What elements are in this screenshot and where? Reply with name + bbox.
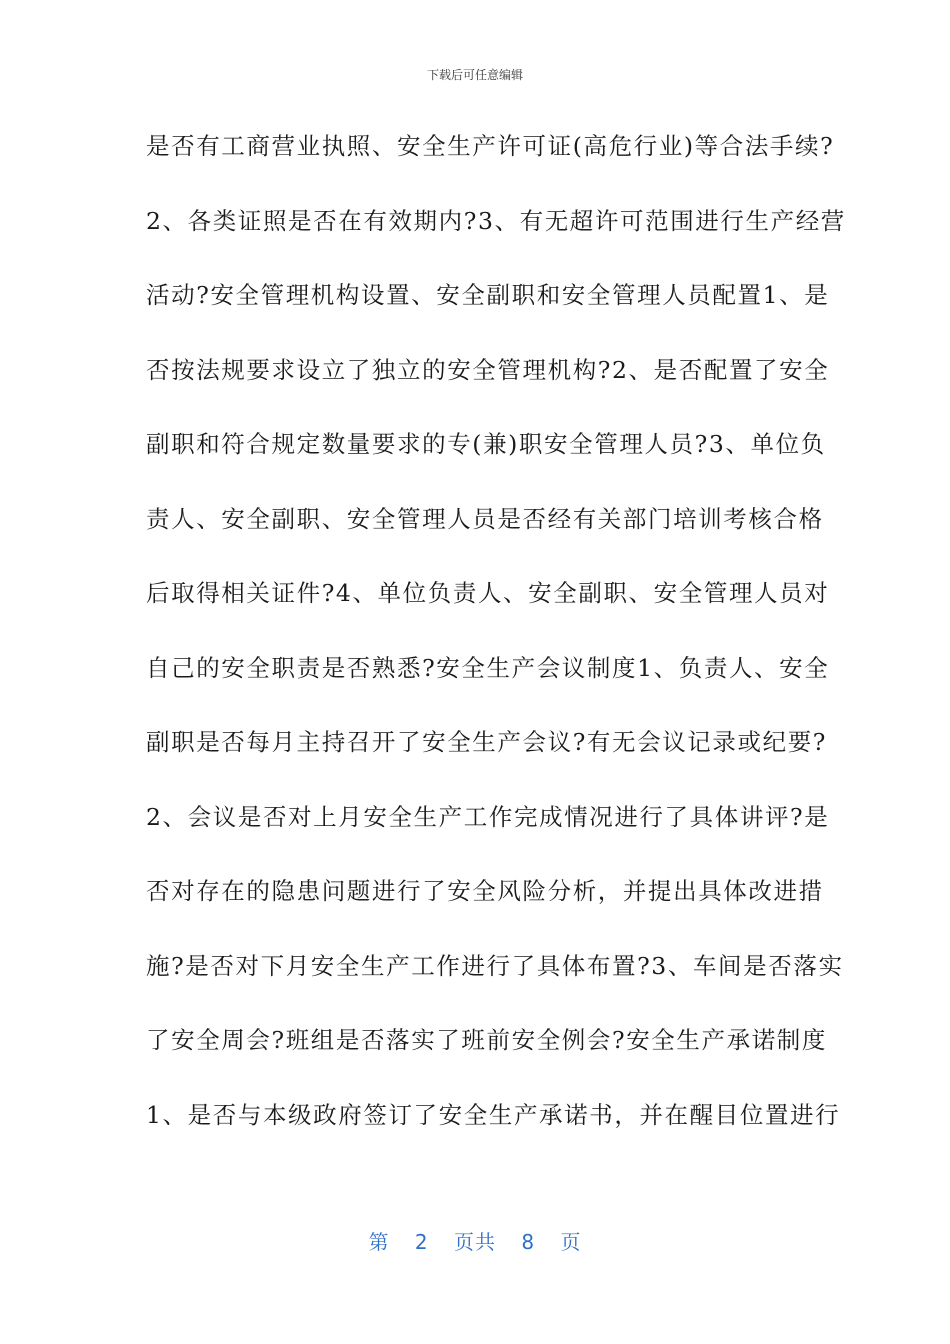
text-line: 活动?安全管理机构设置、安全副职和安全管理人员配置1、是	[146, 281, 830, 309]
text-line: 了安全周会?班组是否落实了班前安全例会?安全生产承诺制度	[146, 1026, 827, 1054]
page-footer	[0, 1226, 950, 1255]
text-line: 副职是否每月主持召开了安全生产会议?有无会议记录或纪要?	[146, 728, 827, 756]
text-line: 否按法规要求设立了独立的安全管理机构?2、是否配置了安全	[146, 355, 830, 384]
total-pages-number: 8	[521, 1230, 536, 1254]
header-note: 下载后可任意编辑	[426, 68, 523, 82]
text-line: 是否有工商营业执照、安全生产许可证(高危行业)等合法手续?	[146, 132, 835, 160]
text-line: 施?是否对下月安全生产工作进行了具体布置?3、车间是否落实	[146, 951, 844, 980]
text-line: 自己的安全职责是否熟悉?安全生产会议制度1、负责人、安全	[146, 653, 830, 682]
footer-suffix: 页	[560, 1230, 582, 1254]
text-line: 否对存在的隐患问题进行了安全风险分析，并提出具体改进措	[146, 877, 824, 905]
text-line: 后取得相关证件?4、单位负责人、安全副职、安全管理人员对	[146, 579, 830, 607]
text-line: 2、会议是否对上月安全生产工作完成情况进行了具体讲评?是	[146, 802, 830, 831]
text-line: 责人、安全副职、安全管理人员是否经有关部门培训考核合格	[146, 504, 824, 533]
current-page-number: 2	[414, 1230, 429, 1254]
footer-middle: 页共	[454, 1230, 496, 1254]
document-body	[146, 120, 846, 1163]
text-line: 副职和符合规定数量要求的专(兼)职安全管理人员?3、单位负	[146, 430, 826, 458]
footer-prefix: 第	[368, 1230, 390, 1254]
text-line: 1、是否与本级政府签订了安全生产承诺书，并在醒目位置进行	[146, 1100, 841, 1129]
text-line: 2、各类证照是否在有效期内?3、有无超许可范围进行生产经营	[146, 206, 846, 235]
